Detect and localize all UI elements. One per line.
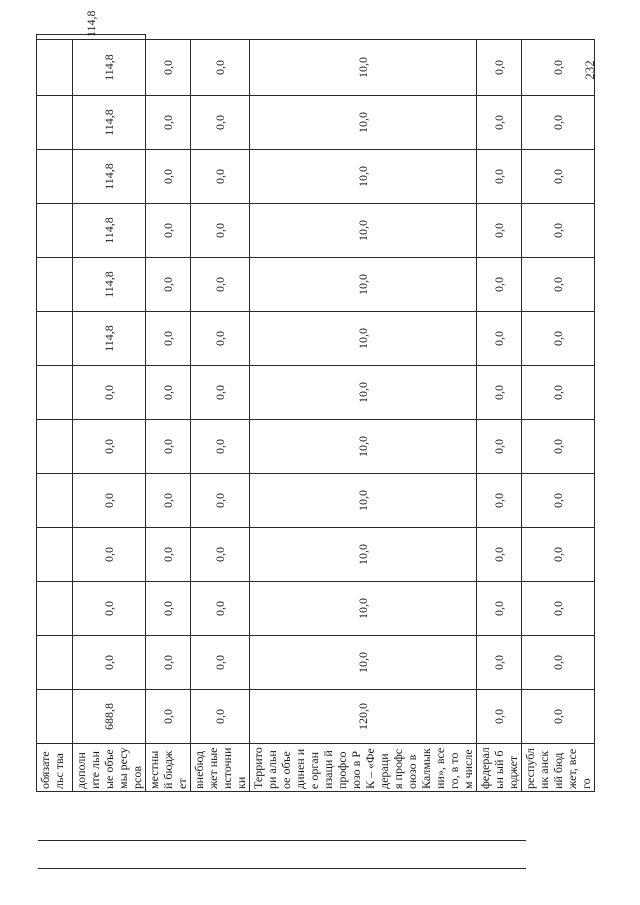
table-cell: 0,0 [522, 258, 595, 312]
table-cell: 0,0 [191, 474, 250, 528]
table-cell [37, 204, 73, 258]
table-cell: 10,0 [250, 366, 477, 420]
table-cell: 0,0 [191, 40, 250, 96]
table-cell [37, 312, 73, 366]
table-cell [37, 528, 73, 582]
row-label: внебюджет ные источники [191, 744, 250, 792]
table-cell: 0,0 [73, 582, 146, 636]
table-cell: 0,0 [477, 636, 522, 690]
table-cell: 0,0 [191, 690, 250, 744]
table-cell: 0,0 [146, 312, 191, 366]
table-cell: 0,0 [522, 420, 595, 474]
table-cell: 0,0 [146, 528, 191, 582]
table-cell: 0,0 [73, 366, 146, 420]
table-cell: 0,0 [522, 366, 595, 420]
table-cell: 0,0 [146, 40, 191, 96]
table-cell: 0,0 [146, 96, 191, 150]
table-cell: 10,0 [250, 636, 477, 690]
table-cell: 0,0 [191, 258, 250, 312]
table-cell: 0,0 [191, 366, 250, 420]
table-cell: 10,0 [250, 204, 477, 258]
table-cell: 0,0 [73, 636, 146, 690]
row-label: дополните льные объемы ресурсов [73, 744, 146, 792]
table-cell: 10,0 [250, 258, 477, 312]
table-cell: 114,8 [73, 204, 146, 258]
row-label: Территори альное объединен ие организаци й профсоюзо в РК – «Федераци я профсоюзо в Калмыкии», всего, в том числе [250, 744, 477, 792]
table-row [73, 35, 146, 792]
table-cell: 0,0 [191, 420, 250, 474]
table-cell: 0,0 [477, 204, 522, 258]
table-cell: 0,0 [522, 582, 595, 636]
table-cell: 0,0 [477, 420, 522, 474]
table-cell: 0,0 [191, 312, 250, 366]
table-cell: 0,0 [477, 690, 522, 744]
page-number: 232 [581, 60, 597, 80]
table-cell [37, 150, 73, 204]
table-cell [37, 636, 73, 690]
table-cell: 0,0 [522, 204, 595, 258]
table-row [522, 35, 595, 792]
table-cell: 114,8 [73, 96, 146, 150]
table-row [250, 35, 477, 792]
table-cell: 10,0 [250, 150, 477, 204]
table-cell: 0,0 [73, 420, 146, 474]
table-cell: 0,0 [191, 204, 250, 258]
table-cell: 0,0 [73, 474, 146, 528]
table-cell: 0,0 [191, 636, 250, 690]
table-cell: 10,0 [250, 474, 477, 528]
table-cell: 0,0 [191, 150, 250, 204]
table-row [146, 35, 191, 792]
table-cell: 0,0 [146, 690, 191, 744]
table-cell: 0,0 [522, 96, 595, 150]
table-cell: 0,0 [477, 528, 522, 582]
table-cell: 688,8 [73, 690, 146, 744]
row-label: обязательс тва [37, 744, 73, 792]
table-cell: 0,0 [191, 582, 250, 636]
row-label: республик анский бюджет, всего [522, 744, 595, 792]
table-cell: 0,0 [146, 204, 191, 258]
horizontal-rule [38, 868, 526, 869]
table-cell: 0,0 [522, 636, 595, 690]
table-cell: 10,0 [250, 420, 477, 474]
table-cell: 0,0 [146, 366, 191, 420]
table-cell [37, 420, 73, 474]
table-cell [37, 96, 73, 150]
table-cell [37, 40, 73, 96]
horizontal-rule [38, 840, 526, 841]
table-cell: 114,8 [73, 312, 146, 366]
table-row [477, 35, 522, 792]
table-cell: 0,0 [146, 474, 191, 528]
table-cell: 114,8 [73, 150, 146, 204]
table-cell: 0,0 [522, 528, 595, 582]
table-cell: 0,0 [477, 40, 522, 96]
table-cell: 0,0 [522, 474, 595, 528]
table-cell [37, 582, 73, 636]
table-cell: 0,0 [146, 420, 191, 474]
table-cell: 0,0 [146, 582, 191, 636]
table-cell: 0,0 [477, 366, 522, 420]
table-cell: 0,0 [477, 150, 522, 204]
table-cell: 114,8 [37, 35, 146, 40]
table-row [37, 35, 73, 792]
table-cell: 0,0 [477, 258, 522, 312]
table-cell: 0,0 [477, 312, 522, 366]
table-cell: 114,8 [73, 40, 146, 96]
table-cell: 0,0 [477, 582, 522, 636]
table-cell [37, 258, 73, 312]
table-cell: 114,8 [73, 258, 146, 312]
table-cell: 0,0 [522, 40, 595, 96]
table-cell: 0,0 [73, 528, 146, 582]
table-cell: 10,0 [250, 96, 477, 150]
table-cell [37, 690, 73, 744]
table-cell: 0,0 [191, 528, 250, 582]
table-cell: 120,0 [250, 690, 477, 744]
table-cell: 10,0 [250, 528, 477, 582]
row-label: федеральн ый бюджет [477, 744, 522, 792]
table-cell: 0,0 [522, 312, 595, 366]
table-cell: 0,0 [477, 96, 522, 150]
table-row [191, 35, 250, 792]
row-label: местный бюджет [146, 744, 191, 792]
budget-table [36, 10, 595, 792]
table-cell: 0,0 [146, 636, 191, 690]
table-cell: 10,0 [250, 40, 477, 96]
table-cell: 0,0 [522, 690, 595, 744]
table-cell: 0,0 [522, 150, 595, 204]
table-cell: 0,0 [146, 258, 191, 312]
table-cell [37, 366, 73, 420]
table-cell: 10,0 [250, 312, 477, 366]
table-cell: 0,0 [146, 150, 191, 204]
table-cell [37, 474, 73, 528]
table-cell: 0,0 [191, 96, 250, 150]
table-cell: 10,0 [250, 582, 477, 636]
table-cell: 0,0 [477, 474, 522, 528]
